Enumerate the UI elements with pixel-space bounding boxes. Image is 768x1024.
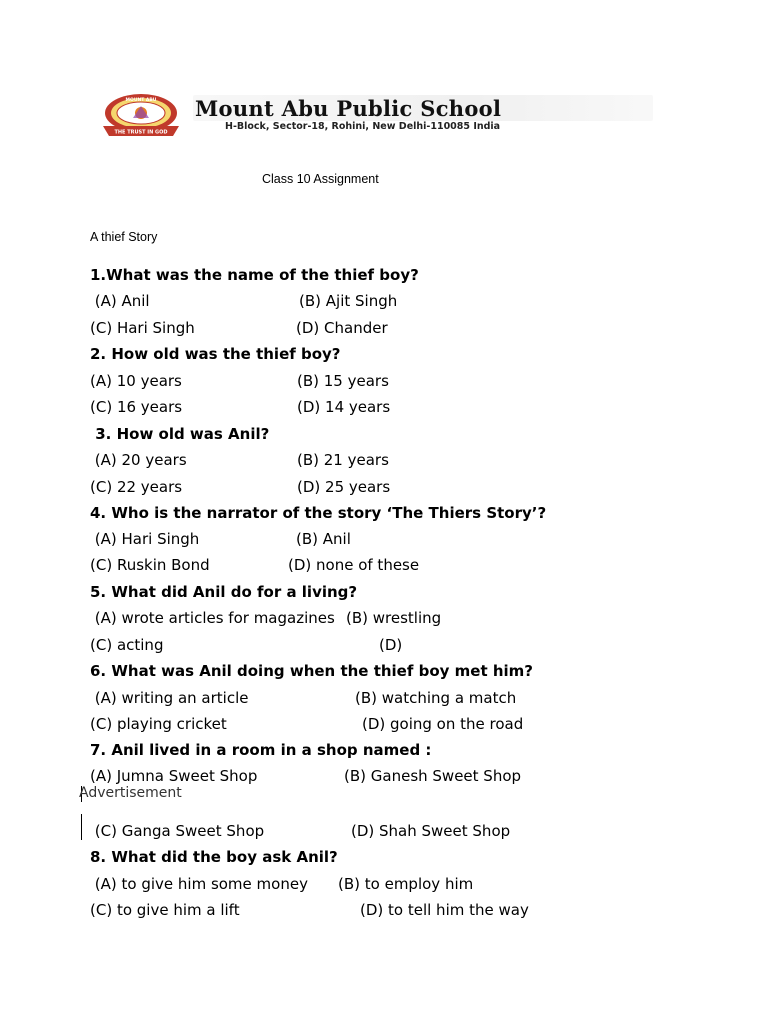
question-6: 6. What was Anil doing when the thief boy met him? [90, 662, 533, 680]
q7-option-d: (D) Shah Sweet Shop [351, 822, 511, 840]
school-name: Mount Abu Public School [195, 96, 502, 121]
q6-option-b: (B) watching a match [355, 689, 517, 707]
q7-option-a: (A) Jumna Sweet Shop [90, 767, 258, 785]
school-logo [95, 92, 187, 140]
question-2: 2. How old was the thief boy? [90, 345, 341, 363]
q6-option-d: (D) going on the road [362, 715, 524, 733]
q8-option-a: (A) to give him some money [90, 875, 308, 893]
q3-option-b: (B) 21 years [297, 451, 389, 469]
q5-option-d: (D) [379, 636, 403, 654]
q4-option-a: (A) Hari Singh [90, 530, 200, 548]
q6-option-a: (A) writing an article [90, 689, 249, 707]
q1-option-b: (B) Ajit Singh [299, 292, 398, 310]
q7-option-b: (B) Ganesh Sweet Shop [344, 767, 522, 785]
q3-option-d: (D) 25 years [297, 478, 391, 496]
q1-option-d: (D) Chander [296, 319, 388, 337]
q2-option-d: (D) 14 years [297, 398, 391, 416]
q4-option-b: (B) Anil [296, 530, 351, 548]
q3-option-a: (A) 20 years [90, 451, 187, 469]
q7-option-c: (C) Ganga Sweet Shop [90, 822, 265, 840]
question-7: 7. Anil lived in a room in a shop named : [90, 741, 432, 759]
class-title: Class 10 Assignment [262, 172, 379, 186]
advertisement-label: Advertisement [79, 785, 182, 801]
q8-option-b: (B) to employ him [338, 875, 474, 893]
logo-ring-text: MOUNT ABU [125, 98, 157, 103]
question-8: 8. What did the boy ask Anil? [90, 848, 338, 866]
q5-option-a: (A) wrote articles for magazines [90, 609, 335, 627]
q2-option-a: (A) 10 years [90, 372, 182, 390]
q6-option-c: (C) playing cricket [90, 715, 227, 733]
q8-option-c: (C) to give him a lift [90, 901, 240, 919]
q5-option-b: (B) wrestling [346, 609, 442, 627]
q4-option-d: (D) none of these [288, 556, 420, 574]
q1-option-a: (A) Anil [90, 292, 150, 310]
school-header [95, 92, 655, 140]
question-5: 5. What did Anil do for a living? [90, 583, 358, 601]
q2-option-b: (B) 15 years [297, 372, 389, 390]
q8-option-d: (D) to tell him the way [360, 901, 529, 919]
question-3: 3. How old was Anil? [90, 425, 270, 443]
q3-option-c: (C) 22 years [90, 478, 183, 496]
question-4: 4. Who is the narrator of the story ‘The Thiers Story’? [90, 504, 547, 522]
q5-option-c: (C) acting [90, 636, 164, 654]
q2-option-c: (C) 16 years [90, 398, 183, 416]
school-address: H-Block, Sector-18, Rohini, New Delhi-110085 India [225, 121, 501, 132]
logo-motto: THE TRUST IN GOD [114, 129, 168, 136]
q4-option-c: (C) Ruskin Bond [90, 556, 210, 574]
story-title: A thief Story [90, 230, 158, 244]
q1-option-c: (C) Hari Singh [90, 319, 195, 337]
question-1: 1.What was the name of the thief boy? [90, 266, 419, 284]
ad-divider [81, 814, 82, 840]
